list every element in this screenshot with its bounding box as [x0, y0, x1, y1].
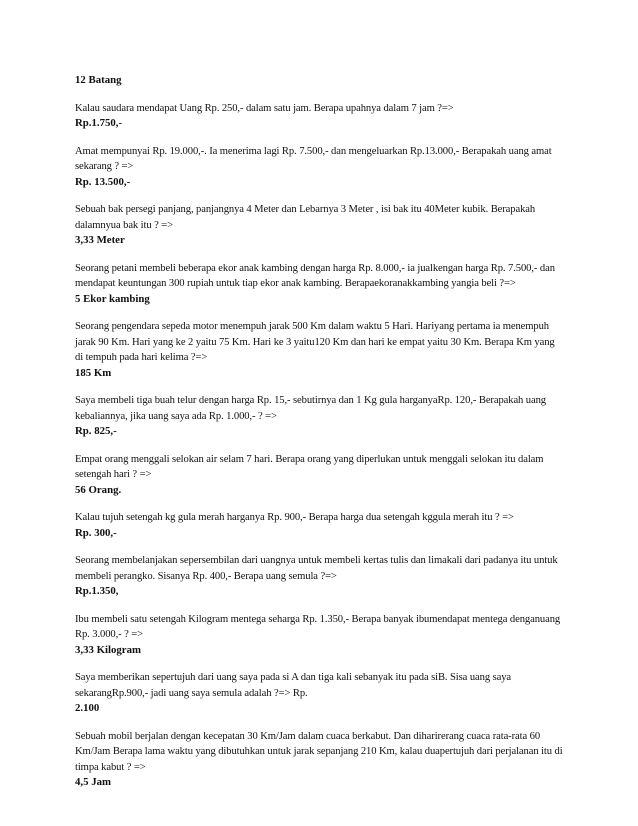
problem-question: Seorang petani membeli beberapa ekor anak kambing dengan harga Rp. 8.000,- ia jualkengan harga Rp. 7.500,- dan mendapat keuntungan 300 rupiah untuk tiap ekor anak kambing. Berapaekoranakkambing yangia beli ?=> — [75, 262, 555, 289]
intro-answer: 12 Batang — [75, 74, 122, 86]
problem-block — [75, 729, 565, 791]
problem-question: Saya memberikan sepertujuh dari uang saya pada si A dan tiga kali sebanyak itu pada siB. Sisa uang saya sekarangRp.900,- jadi uang saya semula adalah ?=> Rp. — [75, 672, 511, 699]
problem-block — [75, 261, 565, 308]
problem-block — [75, 553, 565, 600]
problem-answer: 4,5 Jam — [75, 776, 111, 788]
problem-block — [75, 101, 565, 132]
problem-answer: Rp. 825,- — [75, 425, 117, 437]
problem-answer: 3,33 Kilogram — [75, 643, 141, 656]
problem-answer: Rp.1.350, — [75, 585, 119, 597]
problem-question: Kalau tujuh setengah kg gula merah harganya Rp. 900,- Berapa harga dua setengah kggula merah itu ? => — [75, 512, 514, 523]
problem-answer: 56 Orang. — [75, 483, 122, 496]
problem-answer: 5 Ekor kambing — [75, 292, 150, 305]
problem-question: Seorang membelanjakan sepersembilan dari uangnya untuk membeli kertas tulis dan limakali dari padanya itu untuk membeli perangko. Sisanya Rp. 400,- Berapa uang semula ?=> — [75, 555, 558, 582]
problem-block — [75, 612, 565, 659]
problem-question: Kalau saudara mendapat Uang Rp. 250,- dalam satu jam. Berapa upahnya dalam 7 jam ?=> — [75, 102, 454, 114]
problem-answer: Rp.1.750,- — [75, 117, 123, 129]
problem-answer: 3,33 Meter — [75, 234, 125, 246]
problem-question: Sebuah mobil berjalan dengan kecepatan 30 Km/Jam dalam cuaca berkabut. Dan diharirerang cuaca rata-rata 60 Km/Jam Berapa lama waktu yang dibutuhkan untuk jarak sepanjang 210 Km, kalau duapertujuh dari perjalanan itu di timpa kabut ? => — [75, 730, 563, 773]
document-page — [75, 73, 565, 803]
problem-block — [75, 144, 565, 191]
problem-answer: Rp. 300,- — [75, 526, 117, 539]
problem-question: Saya membeli tiga buah telur dengan harga Rp. 15,- sebutirnya dan 1 Kg gula harganyaRp. 120,- Berapakah uang kebaliannya, jika uang saya ada Rp. 1.000,- ? => — [75, 395, 546, 422]
problem-question: Empat orang menggali selokan air selam 7 hari. Berapa orang yang diperlukan untuk menggali selokan itu dalam setengah hari ? => — [75, 453, 544, 480]
problem-answer: Rp. 13.500,- — [75, 175, 131, 188]
problem-answer: 2.100 — [75, 702, 100, 714]
problem-question: Seorang pengendara sepeda motor menempuh jarak 500 Km dalam waktu 5 Hari. Hariyang pertama ia menempuh jarak 90 Km. Hari yang ke 2 yaitu 75 Km. Hari ke 3 yaitu120 Km dan hari ke empat yaitu 30 Km. Berapa Km yang di tempuh pada hari kelima ?=> — [75, 321, 555, 363]
problem-block — [75, 510, 565, 541]
problem-question: Ibu membeli satu setengah Kilogram mentega seharga Rp. 1.350,- Berapa banyak ibumendapat mentega denganuang Rp. 3.000,- ? => — [75, 613, 561, 640]
problem-question: Sebuah bak persegi panjang, panjangnya 4 Meter dan Lebarnya 3 Meter , isi bak itu 40Meter kubik. Berapakah dalamnyua bak itu ? => — [75, 204, 536, 231]
problem-block — [75, 202, 565, 249]
problem-block — [75, 393, 565, 440]
problem-question: Amat mempunyai Rp. 19.000,-. Ia menerima lagi Rp. 7.500,- dan mengeluarkan Rp.13.000,- Berapakah uang amat sekarang ? => — [75, 145, 552, 172]
problem-answer: 185 Km — [75, 366, 112, 379]
problem-block — [75, 670, 565, 717]
problem-block — [75, 452, 565, 499]
problem-block — [75, 319, 565, 381]
